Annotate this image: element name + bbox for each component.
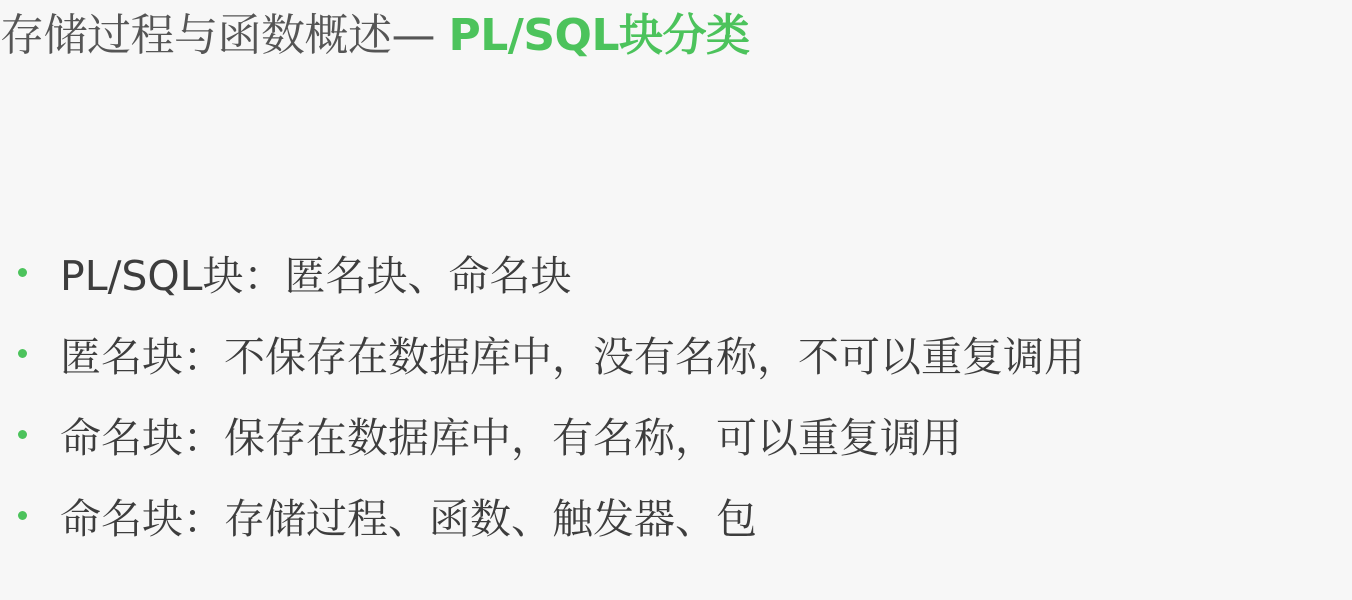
- slide-title-accent: PL/SQL块分类: [448, 10, 750, 61]
- bullet-dot-icon: [18, 511, 27, 520]
- bullet-dot-icon: [18, 430, 27, 439]
- bullet-list: [18, 232, 1085, 556]
- bullet-dot-icon: [18, 268, 27, 277]
- list-item: [18, 394, 1085, 475]
- bullet-dot-icon: [18, 349, 27, 358]
- list-item: [18, 313, 1085, 394]
- slide-title-main: 存储过程与函数概述—: [0, 10, 449, 61]
- slide-title: [0, 6, 750, 66]
- bullet-text: 命名块：保存在数据库中，有名称，可以重复调用: [60, 414, 962, 462]
- list-item: [18, 232, 1085, 313]
- bullet-text: 命名块：存储过程、函数、触发器、包: [60, 495, 757, 543]
- list-item: [18, 475, 1085, 556]
- bullet-text: PL/SQL块：匿名块、命名块: [60, 252, 572, 300]
- bullet-text: 匿名块：不保存在数据库中，没有名称，不可以重复调用: [60, 333, 1085, 381]
